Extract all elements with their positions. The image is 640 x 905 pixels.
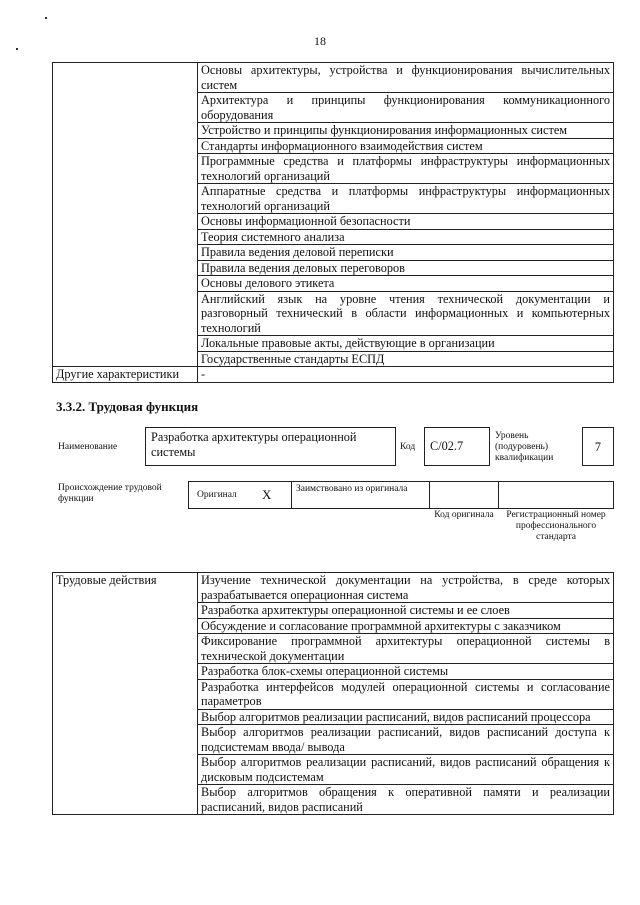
function-code-box: C/02.7 bbox=[424, 427, 490, 466]
labor-action-row: Выбор алгоритмов реализации расписаний, видов расписаний обращения к дисковым подсистемам bbox=[198, 755, 614, 785]
labor-action-row: Выбор алгоритмов обращения к оперативной памяти и реализации расписаний, видов расписаний bbox=[198, 785, 614, 815]
knowledge-row: Правила ведения деловой переписки bbox=[198, 245, 614, 261]
level-label: Уровень (подуровень) квалификации bbox=[495, 431, 554, 463]
knowledge-row: Аппаратные средства и платформы инфраструктуры информационных технологий организаций bbox=[198, 184, 614, 214]
knowledge-row: Основы архитектуры, устройства и функционирования вычислительных систем bbox=[198, 63, 614, 93]
registration-number-caption: Регистрационный номер профессионального стандарта bbox=[506, 510, 606, 542]
labor-actions-table bbox=[52, 572, 614, 815]
original-cell bbox=[188, 481, 292, 509]
knowledge-row: Правила ведения деловых переговоров bbox=[198, 260, 614, 276]
section-title: 3.3.2. Трудовая функция bbox=[56, 399, 199, 414]
labor-action-row: Обсуждение и согласование программной архитектуры с заказчиком bbox=[198, 618, 614, 634]
knowledge-row: Теория системного анализа bbox=[198, 229, 614, 245]
knowledge-row: Устройство и принципы функционирования информационных систем bbox=[198, 123, 614, 139]
knowledge-row: Английский язык на уровне чтения технической документации и разговорный технический в области информационных и компьютерных технологий bbox=[198, 291, 614, 336]
labor-action-row: Выбор алгоритмов реализации расписаний, видов расписаний доступа к подсистемам ввода/ вывода bbox=[198, 725, 614, 755]
labor-action-row: Разработка интерфейсов модулей операционной системы и согласование параметров bbox=[198, 679, 614, 709]
code-label: Код bbox=[400, 442, 416, 452]
labor-action-row: Изучение технической документации на устройства, в среде которых разрабатывается операционная система bbox=[198, 573, 614, 603]
knowledge-row: Основы информационной безопасности bbox=[198, 214, 614, 230]
knowledge-label-cell bbox=[53, 63, 198, 367]
borrowed-cell: Заимствовано из оригинала bbox=[291, 481, 430, 509]
other-characteristics-value: - bbox=[198, 367, 614, 383]
labor-action-row: Разработка архитектуры операционной системы и ее слоев bbox=[198, 603, 614, 619]
function-name-box: Разработка архитектуры операционной системы bbox=[145, 427, 396, 466]
page-number: 18 bbox=[314, 34, 326, 48]
level-value-box: 7 bbox=[582, 427, 614, 466]
original-mark: X bbox=[262, 487, 272, 502]
knowledge-row: Программные средства и платформы инфраструктуры информационных технологий организаций bbox=[198, 154, 614, 184]
labor-action-row: Фиксирование программной архитектуры операционной системы в технической документации bbox=[198, 634, 614, 664]
knowledge-row: Стандарты информационного взаимодействия систем bbox=[198, 138, 614, 154]
registration-number-cell bbox=[498, 481, 614, 509]
original-label: Оригинал bbox=[197, 490, 237, 500]
labor-action-row: Выбор алгоритмов реализации расписаний, видов расписаний процессора bbox=[198, 709, 614, 725]
labor-action-row: Разработка блок-схемы операционной системы bbox=[198, 664, 614, 680]
knowledge-row: Локальные правовые акты, действующие в организации bbox=[198, 336, 614, 352]
knowledge-table bbox=[52, 62, 614, 383]
knowledge-row: Государственные стандарты ЕСПД bbox=[198, 351, 614, 367]
original-code-cell bbox=[429, 481, 499, 509]
name-label: Наименование bbox=[58, 442, 118, 452]
scan-speck bbox=[45, 17, 47, 19]
knowledge-row: Архитектура и принципы функционирования коммуникационного оборудования bbox=[198, 93, 614, 123]
labor-actions-label: Трудовые действия bbox=[53, 573, 198, 815]
origin-label: Происхождение трудовой функции bbox=[58, 483, 162, 504]
knowledge-row: Основы делового этикета bbox=[198, 276, 614, 292]
original-code-caption: Код оригинала bbox=[434, 510, 494, 520]
other-characteristics-label: Другие характеристики bbox=[53, 367, 198, 383]
